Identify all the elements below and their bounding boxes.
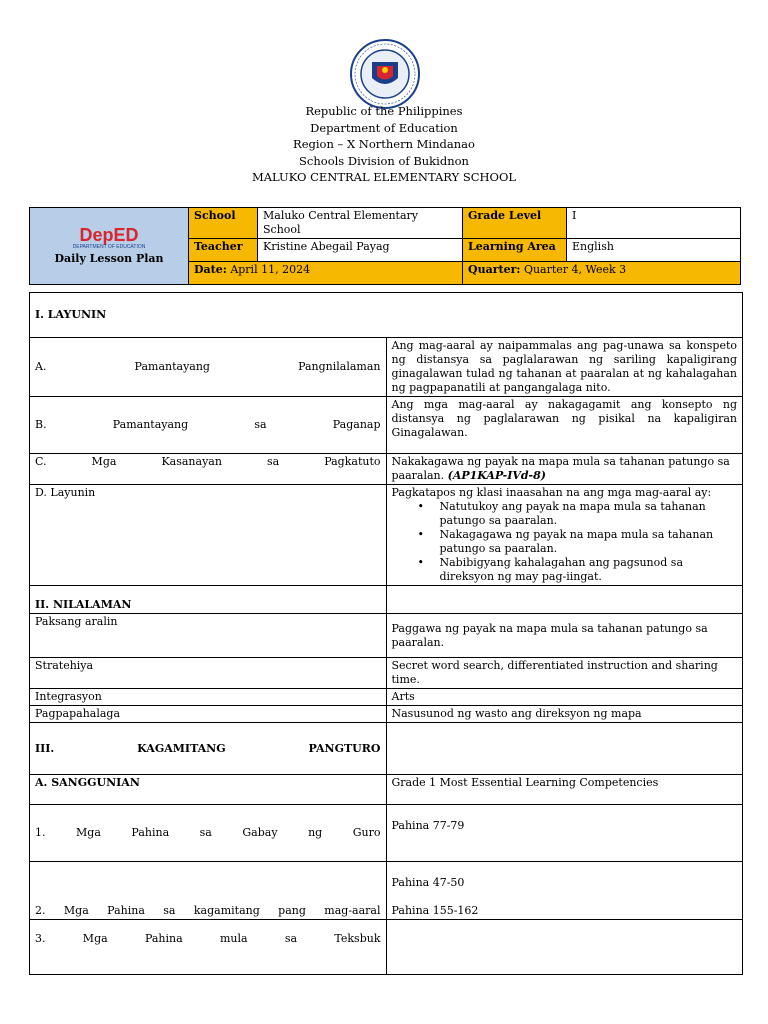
kasanayan-label: C. Mga Kasanayan sa Pagkatuto (30, 454, 387, 485)
department-line: Department of Education (310, 120, 458, 135)
teacher-value: Kristine Abegail Payag (258, 239, 463, 262)
kasanayan-text: Nakakagawa ng payak na mapa mula sa tahanan patungo sa paaralan. (AP1KAP-IVd-8) (386, 454, 743, 485)
school-name: MALUKO CENTRAL ELEMENTARY SCHOOL (251, 170, 517, 184)
teacher-label: Teacher (189, 239, 258, 262)
area-value: English (567, 239, 741, 262)
deped-seal-icon (344, 38, 426, 110)
grade-value: I (567, 208, 741, 239)
pagpapahalaga-text: Nasusunod ng wasto ang direksyon ng mapa (386, 706, 743, 723)
integrasyon-text: Arts (386, 689, 743, 706)
list-item: • Nabibigyang kahalagahan ang pagsunod sa direksyon ng may pag-iingat. (440, 556, 738, 584)
date-cell: Date: April 11, 2024 (189, 262, 463, 285)
lesson-plan-table (29, 292, 743, 975)
school-value: Maluko Central Elementary School (258, 208, 463, 239)
deped-logo-cell (30, 208, 189, 285)
school-label: School (189, 208, 258, 239)
kagamitang-mag-aaral-label: 2. Mga Pahina sa kagamitang pang mag-aaral (30, 862, 387, 920)
pagpapahalaga-label: Pagpapahalaga (30, 706, 387, 723)
lesson-meta-table (29, 207, 741, 285)
integrasyon-label: Integrasyon (30, 689, 387, 706)
region-line: Region – X Northern Mindanao (293, 137, 475, 151)
layunin-label: D. Layunin (30, 485, 387, 586)
deped-logo-icon: DepED (79, 225, 139, 245)
layunin-intro: Pagkatapos ng klasi inaasahan na ang mga mag-aaral ay: (391, 486, 712, 499)
quarter-cell: Quarter: Quarter 4, Week 3 (463, 262, 741, 285)
pamantayang-pangnilalaman-label: A. Pamantayang Pangnilalaman (30, 338, 387, 397)
date-value: April 11, 2024 (230, 263, 311, 276)
plan-title: Daily Lesson Plan (54, 252, 164, 265)
paksa-label: Paksang aralin (30, 614, 387, 658)
section-layunin: I. LAYUNIN (30, 293, 743, 338)
pamantayang-paganap-label: B. Pamantayang sa Paganap (30, 397, 387, 454)
pamantayang-pangnilalaman-text: Ang mag-aaral ay naipammalas ang pag-unawa sa konspeto ng distansya sa paglalarawan ng sariling kapaligirang ginagalawan tulad ng tahanan at paaralan at ng kahalagahan ng pagpapanatili at pangangalaga nito. (386, 338, 743, 397)
division-line: Schools Division of Bukidnon (299, 153, 469, 168)
grade-label: Grade Level (463, 208, 567, 239)
objectives-list (392, 500, 738, 584)
teksbuk-text (386, 920, 743, 975)
section-nilalaman: II. NILALAMAN (30, 586, 387, 614)
paksa-text: Paggawa ng payak na mapa mula sa tahanan patungo sa paaralan. (386, 614, 743, 658)
sanggunian-label: A. SANGGUNIAN (30, 775, 387, 805)
area-label: Learning Area (463, 239, 567, 262)
gabay-guro-label: 1. Mga Pahina sa Gabay ng Guro (30, 805, 387, 862)
layunin-content (386, 485, 743, 586)
gabay-guro-text: Pahina 77-79 (386, 805, 743, 862)
republic-line: Republic of the Philippines (305, 104, 463, 118)
competency-code: (AP1KAP-IVd-8) (447, 469, 546, 482)
stratehiya-text: Secret word search, differentiated instruction and sharing time. (386, 658, 743, 689)
list-item: • Natutukoy ang payak na mapa mula sa tahanan patungo sa paaralan. (440, 500, 738, 528)
sanggunian-text: Grade 1 Most Essential Learning Competencies (386, 775, 743, 805)
quarter-value: Quarter 4, Week 3 (523, 263, 627, 276)
stratehiya-label: Stratehiya (30, 658, 387, 689)
teksbuk-label: 3. Mga Pahina mula sa Teksbuk (30, 920, 387, 975)
kagamitang-mag-aaral-text: Pahina 47-50 Pahina 155-162 (386, 862, 743, 920)
pamantayang-paganap-text: Ang mga mag-aaral ay nakagagamit ang konsepto ng distansya ng paglalarawan ng pisikal na kapaligiran Ginagalawan. (386, 397, 743, 454)
section-kagamitan: III. KAGAMITANG PANGTURO (30, 723, 387, 775)
list-item: • Nakagagawa ng payak na mapa mula sa tahanan patungo sa paaralan. (440, 528, 738, 556)
deped-logo-sub: DEPARTMENT OF EDUCATION (72, 244, 146, 250)
